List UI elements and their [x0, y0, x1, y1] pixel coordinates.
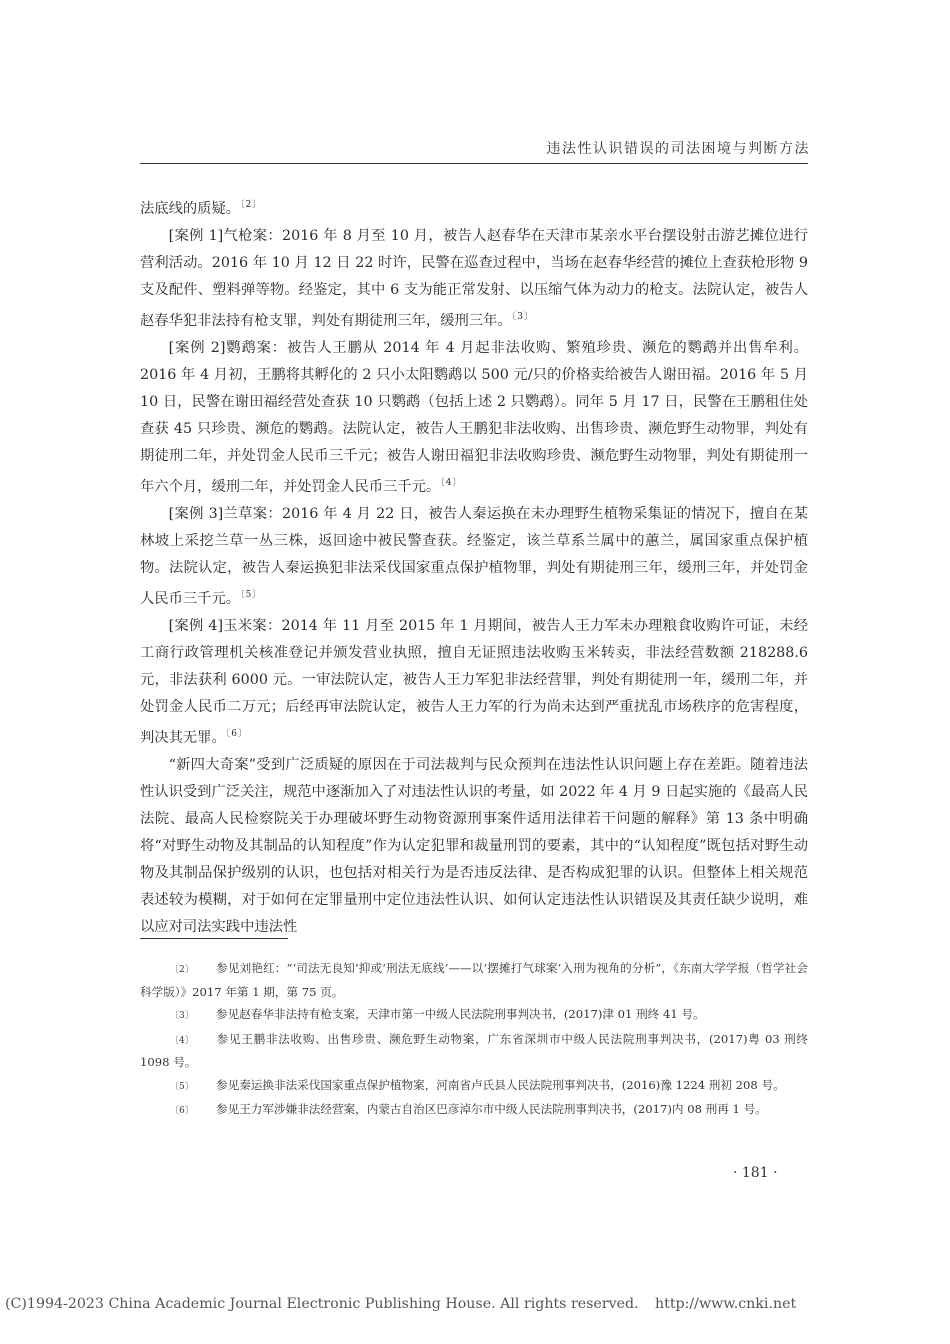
footnote-mark: 〔3〕 [170, 1011, 194, 1021]
case-3-text: [案例 3]兰草案：2016 年 4 月 22 日，被告人秦运换在未办理野生植物采集证的情况下，擅自在某林坡上采挖兰草一丛三株，返回途中被民警查获。经鉴定，该兰草系兰属中的蕙兰，属国家重点保护植物。法院认定，被告人秦运换犯非法采伐国家重点保护植物罪，判处有期徒刑三年，缓刑三年，并处罚金人民币三千元。 [140, 506, 808, 607]
case-1-paragraph [140, 223, 808, 335]
case-4-text: [案例 4]玉米案：2014 年 11 月至 2015 年 1 月期间，被告人王力军未办理粮食收购许可证，未经工商行政管理机关核准登记并颁发营业执照，擅自无证照违法收购玉米转卖，非法经营数额 218288.6 元，非法获利 6000 元。一审法院认定，被告人王力军犯非法经营罪，判处有期徒刑一年，缓刑二年，并处罚金人民币二万元；后经再审法院认定，被告人王力军的行为尚未达到严重扰乱市场秩序的危害程度，判决其无罪。 [140, 618, 808, 746]
footnote-divider [140, 938, 288, 939]
copyright-notice: (C)1994-2023 China Academic Journal Electronic Publishing House. All rights reserved. [5, 1296, 639, 1312]
footnote-text: 参见秦运换非法采伐国家重点保护植物案，河南省卢氏县人民法院刑事判决书，(2016)豫 1224 刑初 208 号。 [216, 1077, 785, 1092]
footnote-ref-5[interactable]: 〔5〕 [240, 590, 263, 600]
footnote-mark: 〔2〕 [170, 965, 194, 975]
footnote-ref-3[interactable]: 〔3〕 [511, 312, 534, 322]
footnote-text: 参见刘艳红：“‘司法无良知’抑或‘刑法无底线’——以‘摆摊打气球案’入刑为视角的分析”，《东南大学学报（哲学社会科学版）》2017 年第 1 期，第 75 页。 [140, 961, 808, 999]
discussion-paragraph: “新四大奇案”受到广泛质疑的原因在于司法裁判与民众预判在违法性认识问题上存在差距。随着违法性认识受到广泛关注，规范中逐渐加入了对违法性认识的考量，如 2022 年 4 月 9 日起实施的《最高人民法院、最高人民检察院关于办理破坏野生动物资源刑事案件适用法律若干问题的解释》第 13 条中明确将“对野生动物及其制品的认知程度”作为认定犯罪和裁量刑罚的要素，其中的“认知程度”既包括对野生动物及其制品保护级别的认识，也包括对相关行为是否违反法律、是否构成犯罪的认识。但整体上相关规范表述较为模糊，对于如何在定罪量刑中定位违法性认识、如何认定违法性认识错误及其责任缺少说明，难以应对司法实践中违法性 [140, 757, 809, 935]
footnote-item [140, 1004, 808, 1028]
body-text [140, 192, 808, 941]
running-title: 违法性认识错误的司法困境与判断方法 [546, 141, 810, 157]
footnote-item [140, 1029, 808, 1074]
case-2-text: [案例 2]鹦鹉案：被告人王鹏从 2014 年 4 月起非法收购、繁殖珍贵、濒危的鹦鹉并出售牟利。2016 年 4 月初，王鹏将其孵化的 2 只小太阳鹦鹉以 500 元/只的价格卖给被告人谢田福。2016 年 5 月 10 日，民警在谢田福经营处查获 10 只鹦鹉（包括上述 2 只鹦鹉）。同年 5 月 17 日，民警在王鹏租住处查获 45 只珍贵、濒危的鹦鹉。法院认定，被告人王鹏犯非法收购、出售珍贵、濒危野生动物罪，判处有期徒刑二年，并处罚金人民币三千元；被告人谢田福犯非法收购珍贵、濒危野生动物罪，判处有期徒刑一年六个月，缓刑二年，并处罚金人民币三千元。 [140, 340, 808, 495]
header-rule [140, 163, 808, 164]
footnote-mark: 〔5〕 [170, 1081, 194, 1092]
footnote-item [140, 1099, 808, 1123]
paragraph-0-text: 法底线的质疑。 [140, 201, 241, 217]
footnote-mark: 〔6〕 [170, 1106, 194, 1116]
footnote-item [140, 958, 808, 1003]
copyright-bar [5, 1296, 945, 1312]
footnote-mark: 〔4〕 [170, 1035, 194, 1046]
footnote-ref-6[interactable]: 〔6〕 [225, 729, 249, 739]
paragraph-0 [140, 192, 808, 223]
footnote-text: 参见王鹏非法收购、出售珍贵、濒危野生动物案，广东省深圳市中级人民法院刑事判决书，(2017)粤 03 刑终 1098 号。 [140, 1031, 808, 1069]
footnote-item [140, 1075, 808, 1099]
footnote-text: 参见王力军涉嫌非法经营案，内蒙古自治区巴彦淖尔市中级人民法院刑事判决书，(2017)内 08 刑再 1 号。 [216, 1102, 767, 1116]
footnotes [140, 958, 808, 1124]
footnote-ref-2[interactable]: 〔2〕 [240, 200, 263, 210]
cnki-link[interactable]: http://www.cnki.net [655, 1296, 797, 1312]
footnote-ref-4[interactable]: 〔4〕 [440, 478, 463, 488]
case-4-paragraph [140, 613, 808, 752]
case-1-text: [案例 1]气枪案：2016 年 8 月至 10 月，被告人赵春华在天津市某亲水平台摆设射击游艺摊位进行营利活动。2016 年 10 月 12 日 22 时许，民警在巡查过程中，当场在赵春华经营的摊位上查获枪形物 9 支及配件、塑料弹等物。经鉴定，其中 6 支为能正常发射、以压缩气体为动力的枪支。法院认定，被告人赵春华犯非法持有枪支罪，判处有期徒刑三年，缓刑三年。 [140, 228, 808, 329]
case-2-paragraph [140, 335, 808, 501]
case-3-paragraph [140, 501, 808, 613]
page-number: · 181 · [733, 1165, 778, 1181]
footnote-text: 参见赵春华非法持有枪支案，天津市第一中级人民法院刑事判决书，(2017)津 01 刑终 41 号。 [216, 1007, 705, 1021]
